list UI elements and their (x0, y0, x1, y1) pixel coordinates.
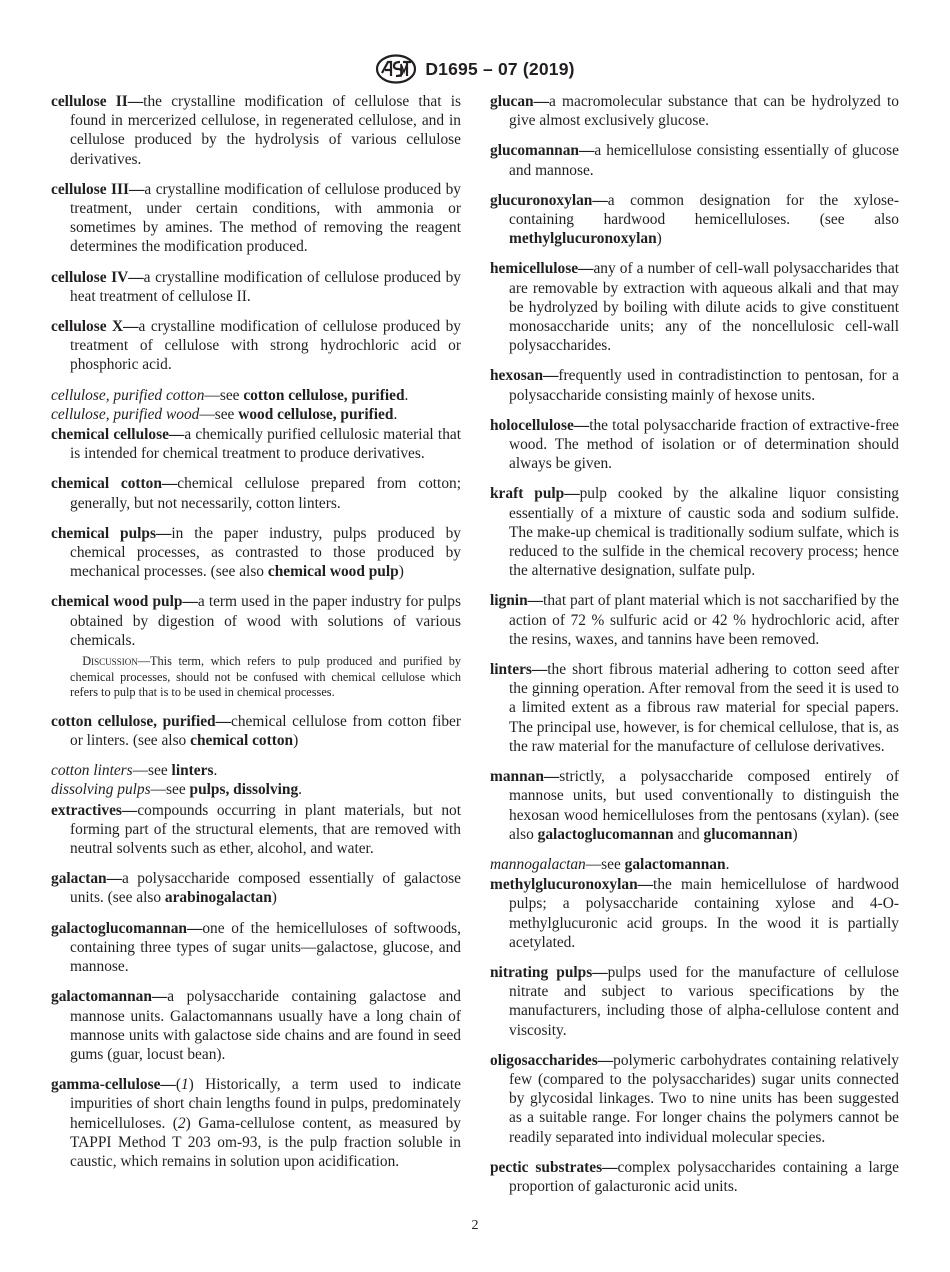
definition-entry-chemical-cellulose (51, 425, 461, 463)
page-header (0, 52, 950, 86)
definition-text: one of the hemicelluloses of softwoods, containing three types of sugar units—galactose, glucose, and mannose. (70, 919, 461, 976)
defined-term: galactomannan— (51, 988, 168, 1006)
cross-reference-dissolving-pulps (51, 780, 461, 799)
defined-term: glucan— (490, 93, 550, 110)
referenced-term: dissolving pulps (51, 781, 151, 799)
see-also-term: methylglucuronoxylan (509, 230, 657, 248)
definition-entry-holocellulose (490, 416, 899, 474)
defined-term: nitrating pulps— (490, 963, 608, 981)
defined-term: hexosan— (490, 367, 559, 385)
defined-term: chemical cellulose— (51, 426, 185, 444)
definition-entry-pectic-substrates (490, 1158, 899, 1196)
definition-entry-cellulose-iv (51, 268, 461, 306)
definition-entry-glucomannan (490, 141, 899, 179)
see-also-term: chemical cotton (190, 732, 294, 750)
referenced-term: cotton linters (51, 762, 133, 780)
see-label: —see (204, 386, 244, 404)
see-label: —see (132, 762, 172, 780)
definition-text: the crystalline modification of cellulose that is found in mercerized cellulose, in regenerated cellulose, and in cellulose produced by the hydrolysis of various cellulose derivatives. (70, 93, 461, 168)
punctuation: ) (398, 563, 404, 581)
definition-entry-cotton-cellulose-purified (51, 712, 461, 750)
left-column (51, 92, 461, 1182)
definition-text: a macromolecular substance that can be hydrolyzed to give almost exclusively glucose. (509, 93, 899, 130)
punctuation: ) (293, 732, 299, 750)
definition-entry-chemical-cotton (51, 474, 461, 512)
defined-term: linters— (490, 661, 548, 679)
definition-text: pulps used for the manufacture of cellulose nitrate and subject to various specifications by the manufacturers, including those of alpha-cellulose content and viscosity. (509, 963, 900, 1039)
defined-term: methylglucuronoxylan— (490, 876, 654, 894)
defined-term: glucuronoxylan— (490, 191, 608, 209)
astm-logo-icon (375, 54, 417, 84)
defined-term: chemical cotton— (51, 475, 178, 493)
defined-term: cellulose X— (51, 318, 139, 336)
definition-entry-kraft-pulp (490, 484, 899, 580)
definition-text: chemical cellulose from cotton fiber or linters. (see also (70, 712, 461, 750)
definition-entry-galactomannan (51, 987, 461, 1064)
punctuation: . (298, 781, 303, 799)
definition-text: chemical cellulose prepared from cotton; generally, but not necessarily, cotton linters. (70, 475, 461, 512)
punctuation: . (725, 855, 730, 873)
definition-entry-extractives (51, 801, 461, 859)
item-number: 2 (177, 1114, 186, 1132)
definition-entry-galactoglucomannan (51, 919, 461, 977)
definition-text: the total polysaccharide fraction of extractive-free wood. The method of isolation or of determination should always be given. (509, 416, 899, 473)
see-also-term: galactoglucomannan (537, 825, 674, 843)
defined-term: glucomannan— (490, 142, 595, 160)
definition-text: a hemicellulose consisting essentially of glucose and mannose. (509, 142, 899, 179)
definition-entry-cellulose-ii (51, 92, 461, 169)
defined-term: mannan— (490, 768, 560, 786)
see-label: —see (150, 781, 190, 799)
definition-text: complex polysaccharides containing a large proportion of galacturonic acid units. (509, 1158, 900, 1195)
see-label: —see (199, 405, 239, 423)
punctuation: . (213, 762, 218, 780)
conjunction: and (673, 825, 704, 843)
definition-text: a polysaccharide containing galactose and mannose units. Galactomannans usually have a long chain of mannose units with galactose side chains and are found in seed gums (guar, locust bean). (70, 988, 461, 1063)
definition-text: frequently used in contradistinction to pentosan, for a polysaccharide consisting mainly of hexose units. (509, 367, 899, 404)
defined-term: cellulose IV— (51, 268, 144, 286)
see-also-term: glucomannan (703, 825, 793, 843)
definition-entry-gamma-cellulose (51, 1075, 461, 1171)
cross-reference-cellulose-purified-cotton (51, 386, 461, 405)
definition-text: that part of plant material which is not saccharified by the action of 72 % sulfuric acid or 42 % hydrochloric acid, after the resins, waxes, and tannins have been removed. (509, 592, 899, 648)
standard-designation: D1695 – 07 (2019) (425, 58, 575, 79)
defined-term: holocellulose— (490, 416, 590, 434)
definition-text: a chemically purified cellulosic material that is intended for chemical treatment to produce derivatives. (70, 426, 461, 463)
definition-entry-linters (490, 660, 899, 756)
defined-term: galactan— (51, 870, 122, 888)
definition-text: a common designation for the xylose-containing hardwood hemicelluloses. (see also (509, 191, 899, 229)
definition-text: in the paper industry, pulps produced by chemical processes, as contrasted to those produced by mechanical processes. (see also (70, 524, 461, 581)
definition-text: the short fibrous material adhering to cotton seed after the ginning operation. After removal from the seed it is used to a limited extent as a fibrous raw material for special papers. The principal use, however, is for chemical cellulose, that is, as the raw material for the manufacture of cellulose derivatives. (509, 661, 900, 755)
defined-term: chemical pulps— (51, 524, 172, 542)
definition-text: the main hemicellulose of hardwood pulps; a polysaccharide containing xylose and 4-O-methylglucuronic acid groups. In the wood it is partially acetylated. (509, 876, 899, 951)
referenced-term: cellulose, purified wood (51, 405, 200, 423)
target-term: linters (171, 762, 214, 780)
definition-text: a polysaccharide composed essentially of galactose units. (see also (70, 870, 461, 907)
defined-term: cellulose III— (51, 180, 145, 198)
definition-entry-oligosaccharides (490, 1051, 899, 1147)
definition-text: any of a number of cell-wall polysaccharides that are removable by extraction with aqueous alkali and that may be hydrolyzed by boiling with dilute acids to give constituent monosaccharide units; any of the noncellulosic cell-wall polysaccharides. (509, 260, 899, 355)
right-column (490, 92, 899, 1207)
punctuation: . (404, 386, 409, 404)
definition-entry-mannan (490, 767, 899, 844)
punctuation: ( (175, 1076, 181, 1094)
see-label: —see (585, 855, 625, 873)
referenced-term: mannogalactan (490, 855, 586, 873)
punctuation: ) (271, 889, 277, 907)
definition-text: pulp cooked by the alkaline liquor consisting essentially of a mixture of caustic soda and sodium sulfide. The make-up chemical is traditionally sodium sulfate, which is reduced to the sulfide in the chemical recovery process; hence the alternative designation, sulfate pulp. (509, 485, 900, 580)
defined-term: cotton cellulose, purified— (51, 712, 232, 730)
defined-term: chemical wood pulp— (51, 593, 198, 611)
defined-term: galactoglucomannan— (51, 919, 203, 937)
defined-term: pectic substrates— (490, 1158, 618, 1176)
defined-term: extractives— (51, 801, 138, 819)
definition-entry-lignin (490, 591, 899, 649)
discussion-text: —This term, which refers to pulp produced and purified by chemical processes, should not be confused with chemical cellulose which refers to pulp that is to be used in chemical processes. (70, 654, 461, 700)
definition-entry-methylglucuronoxylan (490, 875, 899, 952)
definition-text: a crystalline modification of cellulose produced by treatment, under certain conditions, with ammonia or sometimes by amines. The method of removing the reagent determines the modification produced. (70, 180, 461, 256)
definition-text: strictly, a polysaccharide composed entirely of mannose units, but used conventionally to distinguish the hexosan wood hemicelluloses from the pentosans (xylan). (see also (509, 768, 899, 843)
definition-entry-galactan (51, 869, 461, 907)
definition-entry-hexosan (490, 366, 899, 404)
defined-term: hemicellulose— (490, 260, 594, 278)
definition-text: polymeric carbohydrates containing relatively few (compared to the polysaccharides) sugar units connected by glycosidal linkages. Two to nine units has been suggested as a suitable range. For longer chains the polymers cannot be readily separated into individual molecular species. (509, 1051, 899, 1146)
defined-term: gamma-cellulose— (51, 1076, 176, 1094)
definition-entry-chemical-pulps (51, 524, 461, 582)
cross-reference-mannogalactan (490, 855, 899, 874)
definition-entry-glucuronoxylan (490, 191, 899, 249)
defined-term: lignin— (490, 592, 544, 610)
target-term: wood cellulose, purified (238, 405, 394, 423)
definition-text: a crystalline modification of cellulose produced by treatment of cellulose with strong hydrochloric acid or phosphoric acid. (70, 318, 462, 374)
referenced-term: cellulose, purified cotton (51, 386, 205, 404)
punctuation: . (393, 405, 398, 423)
cross-reference-cellulose-purified-wood (51, 405, 461, 424)
defined-term: kraft pulp— (490, 485, 580, 503)
definition-text: a crystalline modification of cellulose produced by heat treatment of cellulose II. (70, 268, 461, 305)
discussion-label: Discussion (82, 654, 138, 669)
discussion-note (70, 654, 461, 701)
definition-text: a term used in the paper industry for pulps obtained by digestion of wood with solutions of various chemicals. (70, 593, 461, 649)
definition-entry-chemical-wood-pulp (51, 592, 461, 700)
cross-reference-cotton-linters (51, 761, 461, 780)
target-term: cotton cellulose, purified (243, 386, 405, 404)
target-term: galactomannan (624, 855, 726, 873)
defined-term: oligosaccharides— (490, 1051, 614, 1069)
defined-term: cellulose II— (51, 93, 144, 110)
definition-entry-cellulose-x (51, 317, 461, 375)
definition-text: ) Gama-cellulose content, as measured by TAPPI Method T 203 om-93, is the pulp fraction soluble in caustic, which remains in solution upon acidification. (70, 1114, 461, 1170)
definition-entry-nitrating-pulps (490, 963, 899, 1040)
definition-text: compounds occurring in plant materials, but not forming part of the structural elements, that are removed with neutral solvents such as ether, alcohol, and water. (70, 801, 461, 858)
see-also-term: arabinogalactan (164, 889, 272, 907)
page-number: 2 (471, 1218, 479, 1233)
definition-entry-hemicellulose (490, 259, 899, 355)
definition-entry-glucan (490, 92, 899, 130)
target-term: pulps, dissolving (189, 781, 299, 799)
see-also-term: chemical wood pulp (267, 563, 399, 581)
definition-text: ) Historically, a term used to indicate impurities of short chain lengths found in pulps, predominately hemicelluloses. ( (70, 1076, 461, 1132)
punctuation: ) (792, 825, 798, 843)
punctuation: ) (656, 230, 662, 248)
item-number: 1 (180, 1076, 189, 1094)
definition-entry-cellulose-iii (51, 180, 461, 257)
